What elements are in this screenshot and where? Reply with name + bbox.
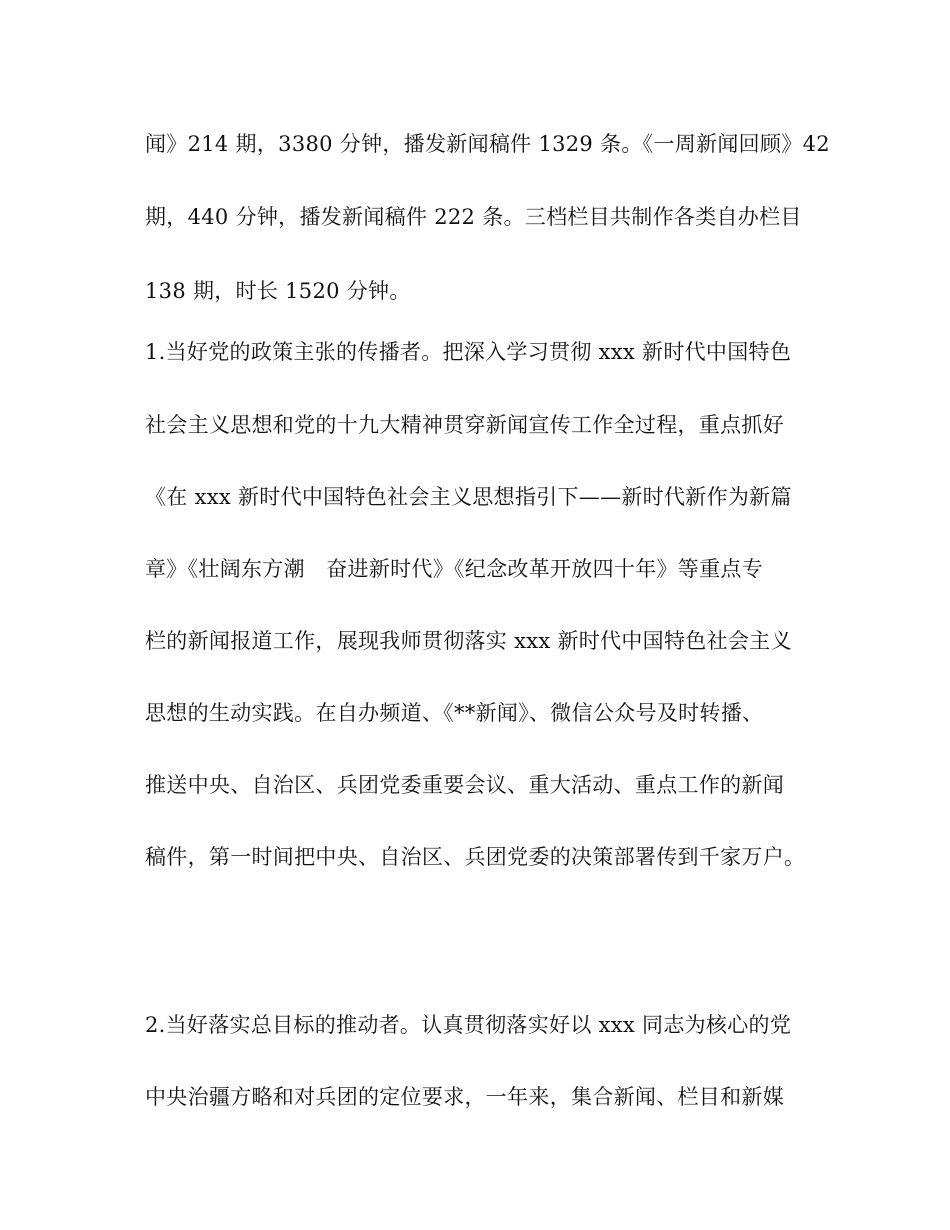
- text-line: 中央治疆方略和对兵团的定位要求，一年来，集合新闻、栏目和新媒: [145, 1085, 784, 1109]
- text-line: 期，440 分钟，播发新闻稿件 222 条。三档栏目共制作各类自办栏目: [145, 205, 802, 229]
- text-line: 思想的生动实践。在自办频道、《**新闻》、微信公众号及时转播、: [145, 701, 764, 725]
- text-line: 稿件，第一时间把中央、自治区、兵团党委的决策部署传到千家万户。: [145, 845, 806, 869]
- text-line: 栏的新闻报道工作，展现我师贯彻落实 xxx 新时代中国特色社会主义: [145, 629, 792, 653]
- text-line: 138 期，时长 1520 分钟。: [145, 279, 411, 303]
- text-line: 章》《壮阔东方潮 奋进新时代》《纪念改革开放四十年》等重点专: [145, 557, 763, 581]
- text-line: 2.当好落实总目标的推动者。认真贯彻落实好以 xxx 同志为核心的党: [145, 1013, 792, 1037]
- text-line: 闻》214 期，3380 分钟，播发新闻稿件 1329 条。《一周新闻回顾》42: [145, 132, 830, 156]
- text-line: 《在 xxx 新时代中国特色社会主义思想指引下——新时代新作为新篇: [145, 485, 792, 509]
- text-line: 推送中央、自治区、兵团党委重要会议、重大活动、重点工作的新闻: [145, 773, 784, 797]
- text-line: 社会主义思想和党的十九大精神贯穿新闻宣传工作全过程，重点抓好: [145, 413, 784, 437]
- text-line: 1.当好党的政策主张的传播者。把深入学习贯彻 xxx 新时代中国特色: [145, 340, 792, 364]
